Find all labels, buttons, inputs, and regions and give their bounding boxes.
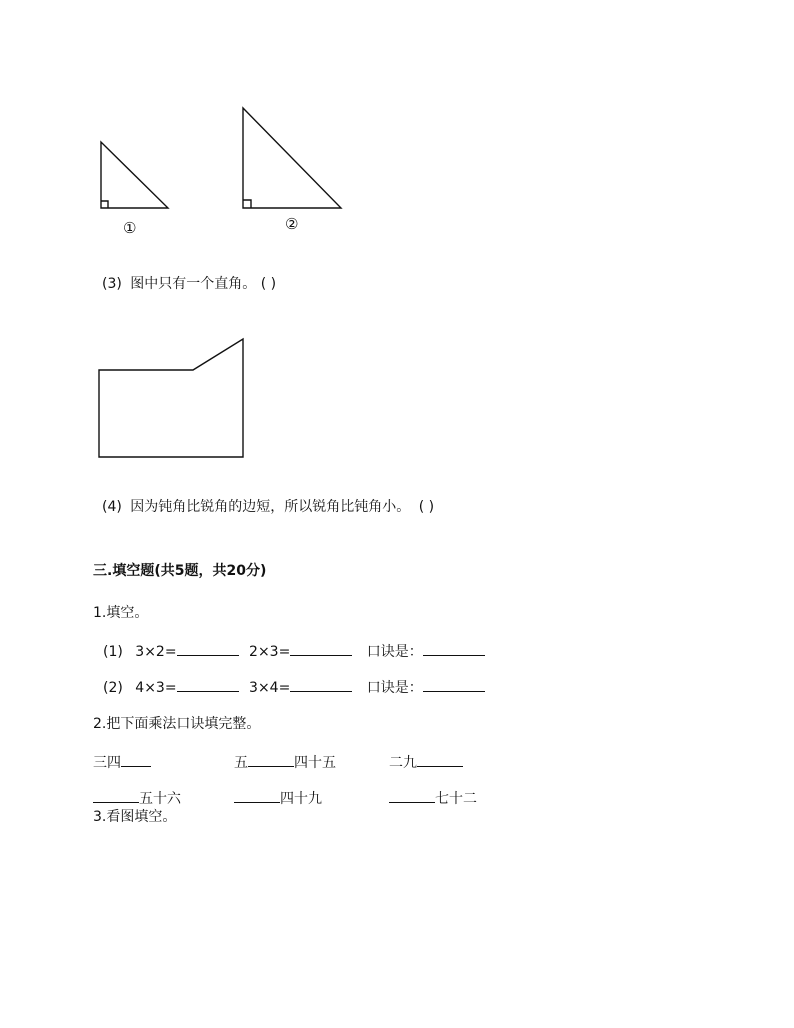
section-3-title: 三.填空题(共5题，共20分): [93, 563, 267, 579]
question-4-text: 因为钝角比锐角的边短，所以锐角比钝角小。: [130, 499, 411, 515]
rhyme-blank[interactable]: [234, 789, 280, 803]
row-1-rhyme-blank[interactable]: [423, 642, 485, 656]
question-4-number: (4): [102, 499, 122, 515]
row-1-expr-1: 3×2=: [135, 644, 177, 660]
rhyme-blank[interactable]: [121, 753, 151, 767]
rhyme-blank[interactable]: [93, 789, 139, 803]
rhyme-blank[interactable]: [248, 753, 294, 767]
rhyme-text: 五: [234, 755, 248, 771]
item-2-row-2-a: [93, 789, 181, 807]
right-angle-mark-1: [101, 201, 108, 208]
triangle-2-label: ②: [285, 215, 299, 233]
rhyme-blank[interactable]: [417, 753, 463, 767]
item-2-row-1-b: [234, 753, 336, 771]
row-2-blank-1[interactable]: [177, 678, 239, 692]
right-triangle-1: [101, 142, 168, 208]
question-3: [102, 276, 276, 292]
item-2-row-2-c: [389, 789, 477, 807]
item-2-row-1-c: [389, 753, 463, 771]
item-1-title: 1.填空。: [93, 605, 149, 621]
question-4: [102, 499, 434, 515]
rhyme-text: 五十六: [139, 791, 181, 807]
row-2-rhyme-blank[interactable]: [423, 678, 485, 692]
rhyme-text: 七十二: [435, 791, 477, 807]
row-2-expr-2: 3×4=: [249, 680, 291, 696]
item-2-title: 2.把下面乘法口诀填完整。: [93, 716, 261, 732]
row-1-number: (1): [103, 644, 123, 660]
right-angle-mark-2: [243, 200, 251, 208]
row-2-blank-2[interactable]: [290, 678, 352, 692]
rhyme-text: 二九: [389, 755, 417, 771]
row-1-blank-1[interactable]: [177, 642, 239, 656]
item-1-row-1: [103, 642, 485, 660]
rhyme-text: 三四: [93, 755, 121, 771]
question-3-answer-paren[interactable]: ( ): [260, 276, 277, 292]
row-2-expr-1: 4×3=: [135, 680, 177, 696]
rhyme-text: 四十九: [280, 791, 322, 807]
pentagon-figure: [99, 339, 243, 457]
row-1-rhyme-label: 口诀是：: [366, 644, 423, 660]
row-2-number: (2): [103, 680, 123, 696]
row-1-expr-2: 2×3=: [249, 644, 291, 660]
rhyme-blank[interactable]: [389, 789, 435, 803]
item-2-row-2-b: [234, 789, 322, 807]
triangle-1-label: ①: [123, 219, 137, 237]
question-3-text: 图中只有一个直角。: [130, 276, 257, 292]
item-1-row-2: [103, 678, 485, 696]
right-triangle-2: [243, 108, 341, 208]
question-3-number: (3): [102, 276, 122, 292]
question-4-answer-paren[interactable]: ( ): [418, 499, 435, 515]
rhyme-text: 四十五: [294, 755, 336, 771]
row-1-blank-2[interactable]: [290, 642, 352, 656]
item-3-title: 3.看图填空。: [93, 809, 177, 825]
row-2-rhyme-label: 口诀是：: [366, 680, 423, 696]
item-2-row-1-a: [93, 753, 151, 771]
